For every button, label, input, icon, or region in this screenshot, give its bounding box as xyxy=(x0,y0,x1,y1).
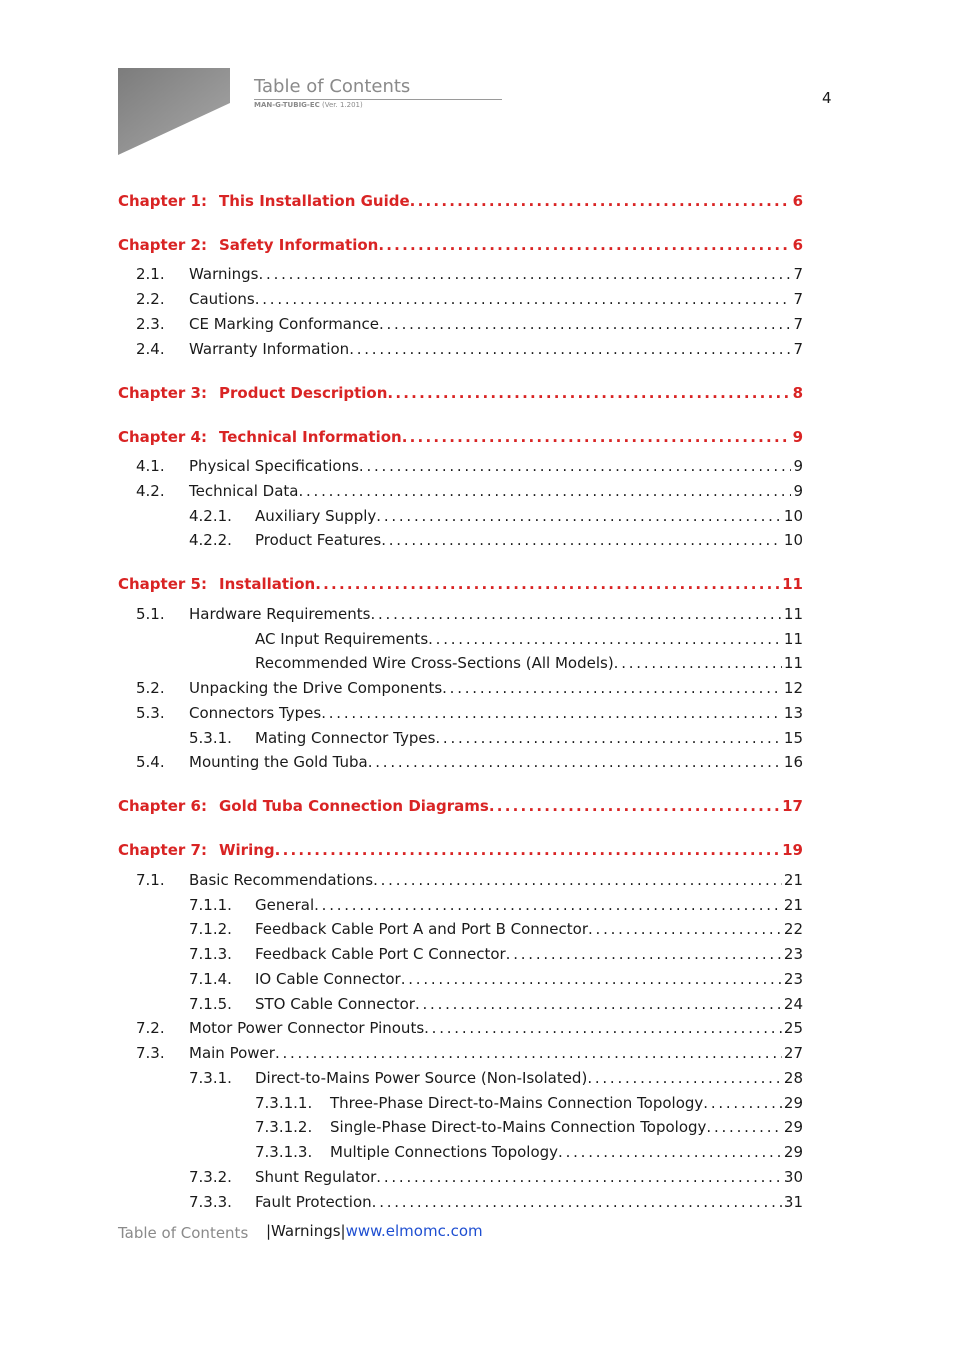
toc-entry[interactable] xyxy=(118,1094,803,1116)
toc-entry-title: Single-Phase Direct-to-Mains Connection Topology xyxy=(330,1118,707,1136)
toc-entry-number: Chapter 4: xyxy=(118,428,207,446)
toc-dot-leader xyxy=(435,729,782,747)
toc-chapter-entry[interactable] xyxy=(118,841,803,863)
toc-dot-leader xyxy=(706,1118,781,1136)
toc-entry-title: Motor Power Connector Pinouts xyxy=(189,1019,425,1037)
toc-chapter-entry[interactable] xyxy=(118,797,803,819)
toc-entry-number: 5.4. xyxy=(136,753,165,771)
toc-dot-leader xyxy=(349,340,791,358)
toc-entry-title: Installation xyxy=(219,575,316,593)
company-logo xyxy=(118,68,230,155)
toc-dot-leader xyxy=(428,630,782,648)
toc-entry-page: 7 xyxy=(793,315,803,333)
toc-entry-title: Mating Connector Types xyxy=(255,729,436,747)
toc-entry[interactable] xyxy=(118,995,803,1017)
toc-dot-leader xyxy=(415,995,782,1013)
toc-entry-title: Technical Information xyxy=(219,428,402,446)
toc-entry-title: AC Input Requirements xyxy=(255,630,429,648)
toc-chapter-entry[interactable] xyxy=(118,236,803,258)
toc-entry-number: 2.1. xyxy=(136,265,165,283)
toc-entry[interactable] xyxy=(118,1143,803,1165)
toc-dot-leader xyxy=(372,1193,782,1211)
toc-entry-number: 2.3. xyxy=(136,315,165,333)
toc-entry[interactable] xyxy=(118,753,803,775)
toc-dot-leader xyxy=(588,920,782,938)
toc-entry-title: IO Cable Connector xyxy=(255,970,401,988)
toc-entry-title: CE Marking Conformance xyxy=(189,315,379,333)
toc-entry-page: 11 xyxy=(783,654,803,672)
toc-entry-title: STO Cable Connector xyxy=(255,995,415,1013)
toc-entry-title: Gold Tuba Connection Diagrams xyxy=(219,797,489,815)
toc-entry-title: Basic Recommendations xyxy=(189,871,374,889)
toc-entry[interactable] xyxy=(118,290,803,312)
toc-entry[interactable] xyxy=(118,1168,803,1190)
toc-entry-number: 7.3.1.2. xyxy=(255,1118,313,1136)
toc-entry-title: Warnings xyxy=(189,265,259,283)
toc-entry-number: 7.1.1. xyxy=(189,896,232,914)
page-number: 4 xyxy=(822,89,832,107)
toc-dot-leader xyxy=(368,753,782,771)
toc-entry-page: 25 xyxy=(783,1019,803,1037)
toc-entry-page: 10 xyxy=(783,507,803,525)
toc-dot-leader xyxy=(376,1168,782,1186)
toc-entry-title: Recommended Wire Cross-Sections (All Models) xyxy=(255,654,614,672)
toc-entry-page: 23 xyxy=(783,945,803,963)
toc-entry-page: 15 xyxy=(783,729,803,747)
toc-entry-title: Mounting the Gold Tuba xyxy=(189,753,368,771)
toc-entry-number: 2.4. xyxy=(136,340,165,358)
toc-entry[interactable] xyxy=(118,1193,803,1215)
header-title: Table of Contents xyxy=(254,76,411,97)
toc-entry-number: Chapter 1: xyxy=(118,192,207,210)
toc-entry-number: 7.3.3. xyxy=(189,1193,232,1211)
toc-entry-number: 7.3.1.1. xyxy=(255,1094,313,1112)
toc-entry-title: Fault Protection xyxy=(255,1193,372,1211)
toc-dot-leader xyxy=(506,945,782,963)
toc-entry[interactable] xyxy=(118,1118,803,1140)
toc-entry[interactable] xyxy=(118,704,803,726)
toc-entry-page: 30 xyxy=(783,1168,803,1186)
toc-dot-leader xyxy=(614,654,782,672)
toc-chapter-entry[interactable] xyxy=(118,384,803,406)
toc-entry-number: Chapter 6: xyxy=(118,797,207,815)
toc-dot-leader xyxy=(373,871,782,889)
toc-entry-page: 6 xyxy=(792,192,803,210)
toc-entry-page: 9 xyxy=(793,457,803,475)
toc-entry[interactable] xyxy=(118,340,803,362)
toc-chapter-entry[interactable] xyxy=(118,192,803,214)
toc-entry-number: 5.2. xyxy=(136,679,165,697)
toc-entry-number: 7.1.4. xyxy=(189,970,232,988)
toc-entry-page: 16 xyxy=(783,753,803,771)
footer-nav xyxy=(266,1222,483,1240)
toc-dot-leader xyxy=(703,1094,782,1112)
header-divider xyxy=(254,99,502,100)
toc-entry-page: 28 xyxy=(783,1069,803,1087)
toc-entry-number: 4.1. xyxy=(136,457,165,475)
toc-entry[interactable] xyxy=(118,1069,803,1091)
toc-entry-title: Product Description xyxy=(219,384,388,402)
toc-dot-leader xyxy=(315,575,780,593)
toc-dot-leader xyxy=(379,315,791,333)
toc-dot-leader xyxy=(298,482,791,500)
toc-entry[interactable] xyxy=(118,654,803,676)
toc-entry[interactable] xyxy=(118,482,803,504)
toc-entry-page: 10 xyxy=(783,531,803,549)
toc-dot-leader xyxy=(381,531,782,549)
toc-entry-title: Connectors Types xyxy=(189,704,322,722)
toc-entry-number: 7.1.2. xyxy=(189,920,232,938)
toc-dot-leader xyxy=(587,1069,782,1087)
toc-entry-page: 19 xyxy=(782,841,803,859)
toc-entry-page: 21 xyxy=(783,871,803,889)
toc-entry[interactable] xyxy=(118,507,803,529)
toc-entry-title: Shunt Regulator xyxy=(255,1168,377,1186)
toc-entry-title: Unpacking the Drive Components xyxy=(189,679,443,697)
toc-chapter-entry[interactable] xyxy=(118,575,803,597)
toc-entry-title: Cautions xyxy=(189,290,255,308)
toc-dot-leader xyxy=(558,1143,782,1161)
toc-dot-leader xyxy=(370,605,781,623)
toc-entry-page: 7 xyxy=(793,340,803,358)
toc-dot-leader xyxy=(442,679,782,697)
toc-dot-leader xyxy=(259,265,792,283)
toc-entry[interactable] xyxy=(118,679,803,701)
toc-entry-page: 24 xyxy=(783,995,803,1013)
toc-chapter-entry[interactable] xyxy=(118,428,803,450)
doc-code: MAN-G-TUBIG-EC xyxy=(254,101,320,109)
toc-entry-page: 11 xyxy=(783,605,803,623)
toc-entry-title: Direct-to-Mains Power Source (Non-Isolated) xyxy=(255,1069,588,1087)
doc-version: (Ver. 1.201) xyxy=(321,101,363,109)
footer-label: Table of Contents xyxy=(118,1224,249,1242)
toc-entry-page: 29 xyxy=(783,1118,803,1136)
toc-entry[interactable] xyxy=(118,970,803,992)
toc-entry-title: Product Features xyxy=(255,531,382,549)
toc-entry-number: Chapter 3: xyxy=(118,384,207,402)
toc-entry-title: Technical Data xyxy=(189,482,299,500)
toc-entry-number: 7.3.1. xyxy=(189,1069,232,1087)
toc-entry-page: 29 xyxy=(783,1143,803,1161)
toc-entry[interactable] xyxy=(118,729,803,751)
toc-entry-page: 11 xyxy=(783,630,803,648)
toc-entry-number: 7.1. xyxy=(136,871,165,889)
toc-entry-number: 5.1. xyxy=(136,605,165,623)
toc-entry-page: 17 xyxy=(782,797,803,815)
toc-entry[interactable] xyxy=(118,1019,803,1041)
toc-entry-title: Multiple Connections Topology xyxy=(330,1143,559,1161)
toc-entry[interactable] xyxy=(118,531,803,553)
header-doc-info xyxy=(254,101,363,109)
toc-entry-page: 21 xyxy=(783,896,803,914)
toc-entry-number: 5.3.1. xyxy=(189,729,232,747)
toc-entry-number: 4.2.1. xyxy=(189,507,232,525)
toc-entry[interactable] xyxy=(118,457,803,479)
toc-entry-page: 31 xyxy=(783,1193,803,1211)
toc-dot-leader xyxy=(387,384,790,402)
toc-entry-title: Hardware Requirements xyxy=(189,605,371,623)
toc-dot-leader xyxy=(275,1044,782,1062)
toc-entry-title: Main Power xyxy=(189,1044,275,1062)
toc-dot-leader xyxy=(401,970,782,988)
toc-entry-number: Chapter 7: xyxy=(118,841,207,859)
toc-entry-title: Three-Phase Direct-to-Mains Connection Topology xyxy=(330,1094,704,1112)
page-footer xyxy=(118,1222,483,1242)
toc-entry-title: General xyxy=(255,896,315,914)
toc-entry-title: Warranty Information xyxy=(189,340,350,358)
toc-entry[interactable] xyxy=(118,315,803,337)
toc-entry-page: 27 xyxy=(783,1044,803,1062)
toc-entry-title: This Installation Guide xyxy=(219,192,410,210)
toc-entry[interactable] xyxy=(118,945,803,967)
toc-entry-number: Chapter 5: xyxy=(118,575,207,593)
toc-entry-page: 22 xyxy=(783,920,803,938)
toc-entry-number: 4.2. xyxy=(136,482,165,500)
toc-entry-page: 9 xyxy=(793,482,803,500)
toc-entry-title: Wiring xyxy=(219,841,275,859)
toc-entry-number: Chapter 2: xyxy=(118,236,207,254)
toc-entry[interactable] xyxy=(118,1044,803,1066)
toc-entry-title: Feedback Cable Port A and Port B Connector xyxy=(255,920,589,938)
toc-entry[interactable] xyxy=(118,630,803,652)
toc-dot-leader xyxy=(424,1019,782,1037)
toc-entry-page: 13 xyxy=(783,704,803,722)
toc-entry[interactable] xyxy=(118,920,803,942)
toc-entry[interactable] xyxy=(118,896,803,918)
toc-entry-number: 5.3. xyxy=(136,704,165,722)
toc-entry-number: 7.3. xyxy=(136,1044,165,1062)
toc-dot-leader xyxy=(359,457,792,475)
toc-entry-page: 7 xyxy=(793,265,803,283)
toc-dot-leader xyxy=(275,841,780,859)
footer-website-link[interactable]: www.elmomc.com xyxy=(345,1222,483,1240)
toc-entry[interactable] xyxy=(118,871,803,893)
toc-entry-number: 7.1.5. xyxy=(189,995,232,1013)
toc-dot-leader xyxy=(376,507,782,525)
toc-dot-leader xyxy=(410,192,791,210)
toc-dot-leader xyxy=(321,704,782,722)
toc-entry[interactable] xyxy=(118,265,803,287)
toc-entry-title: Safety Information xyxy=(219,236,379,254)
toc-entry-number: 7.3.2. xyxy=(189,1168,232,1186)
toc-entry-page: 8 xyxy=(792,384,803,402)
toc-entry-number: 7.3.1.3. xyxy=(255,1143,313,1161)
toc-dot-leader xyxy=(314,896,782,914)
toc-entry-page: 11 xyxy=(782,575,803,593)
toc-entry-page: 9 xyxy=(792,428,803,446)
toc-entry-number: 4.2.2. xyxy=(189,531,232,549)
toc-entry-number: 7.2. xyxy=(136,1019,165,1037)
toc-dot-leader xyxy=(255,290,792,308)
toc-entry-title: Feedback Cable Port C Connector xyxy=(255,945,506,963)
toc-entry-page: 12 xyxy=(783,679,803,697)
toc-entry-number: 2.2. xyxy=(136,290,165,308)
toc-entry-page: 23 xyxy=(783,970,803,988)
toc-entry-title: Auxiliary Supply xyxy=(255,507,377,525)
toc-entry-page: 7 xyxy=(793,290,803,308)
toc-entry[interactable] xyxy=(118,605,803,627)
toc-dot-leader xyxy=(402,428,791,446)
toc-entry-page: 6 xyxy=(792,236,803,254)
footer-warnings-link[interactable]: |Warnings| xyxy=(266,1222,346,1240)
toc-entry-number: 7.1.3. xyxy=(189,945,232,963)
toc-entry-page: 29 xyxy=(783,1094,803,1112)
toc-entry-title: Physical Specifications xyxy=(189,457,359,475)
toc-dot-leader xyxy=(378,236,790,254)
toc-dot-leader xyxy=(489,797,780,815)
